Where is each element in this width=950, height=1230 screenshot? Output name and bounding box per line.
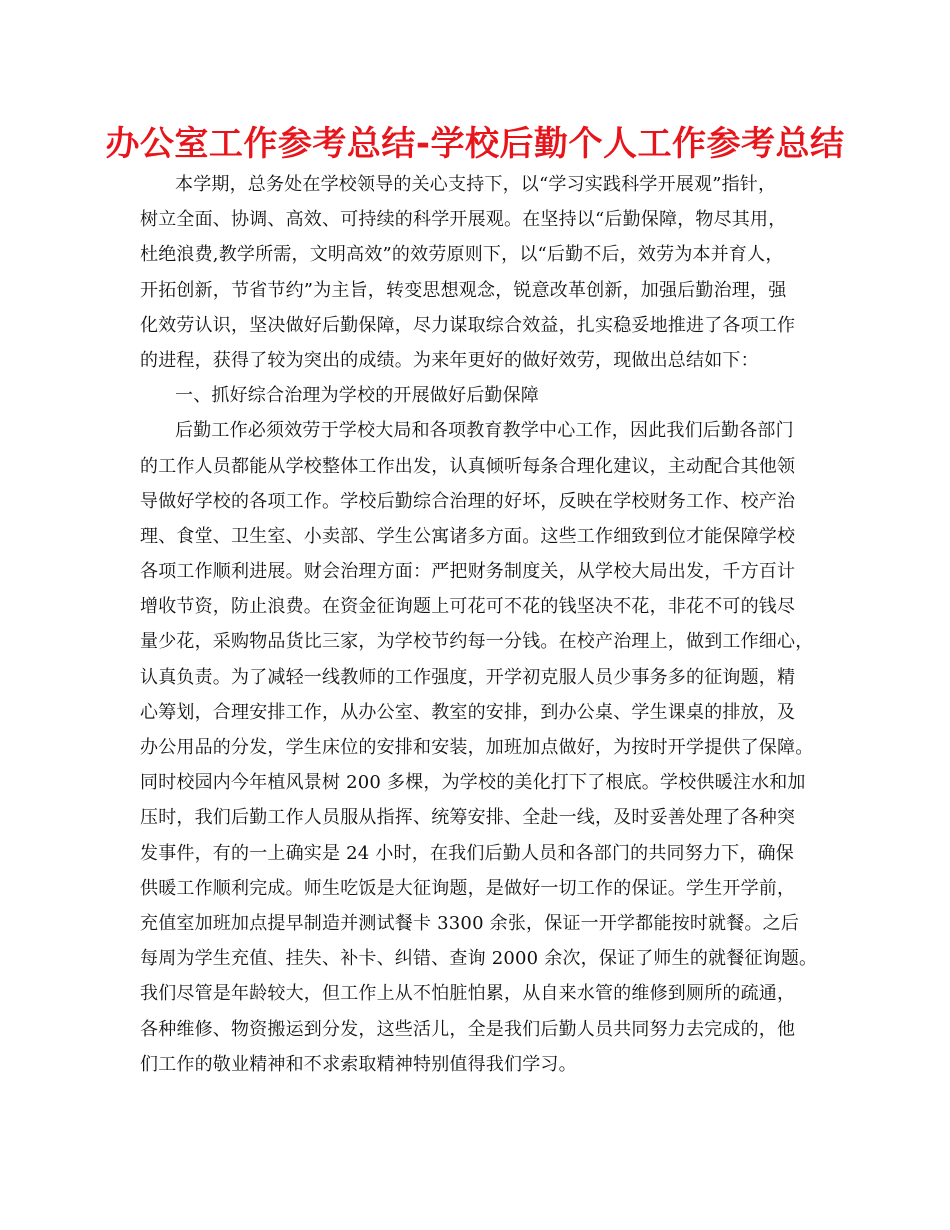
paragraph-line: 心筹划，合理安排工作，从办公室、教室的安排，到办公桌、学生课桌的排放，及 <box>140 701 796 723</box>
paragraph-first-line: 一、抓好综合治理为学校的开展做好后勤保障 <box>175 385 539 407</box>
paragraph-line: 各项工作顺利进展。财会治理方面：严把财务制度关，从学校大局出发，千方百计 <box>140 561 796 583</box>
document-title: 办公室工作参考总结-学校后勤个人工作参考总结 <box>105 124 845 164</box>
paragraph-line: 发事件，有的一上确实是 24 小时，在我们后勤人员和各部门的共同努力下，确保 <box>140 842 794 864</box>
paragraph-line: 的进程，获得了较为突出的成绩。为来年更好的做好效劳，现做出总结如下： <box>140 349 759 371</box>
paragraph-line: 供暖工作顺利完成。师生吃饭是大征询题，是做好一切工作的保证。学生开学前， <box>140 877 796 899</box>
paragraph-line: 量少花，采购物品货比三家，为学校节约每一分钱。在校产治理上，做到工作细心， <box>140 631 814 653</box>
paragraph-line: 办公用品的分发，学生床位的安排和安装，加班加点做好，为按时开学提供了保障。 <box>140 737 814 758</box>
paragraph-line: 我们尽管是年龄较大，但工作上从不怕脏怕累，从自来水管的维修到厕所的疏通， <box>140 983 796 1005</box>
paragraph-line: 各种维修、物资搬运到分发，这些活儿，全是我们后勤人员共同努力去完成的，他 <box>140 1018 796 1040</box>
paragraph-line: 导做好学校的各项工作。学校后勤综合治理的好坏，反映在学校财务工作、校产治 <box>140 490 796 512</box>
paragraph-line: 同时校园内今年植风景树 200 多棵，为学校的美化打下了根底。学校供暖注水和加 <box>140 772 806 794</box>
paragraph-line: 树立全面、协调、高效、可持续的科学开展观。在坚持以“后勤保障，物尽其用， <box>140 209 787 231</box>
paragraph-line: 理、食堂、卫生室、小卖部、学生公寓诸多方面。这些工作细致到位才能保障学校 <box>140 525 796 547</box>
paragraph-line: 的工作人员都能从学校整体工作出发，认真倾听每条合理化建议，主动配合其他领 <box>140 455 796 477</box>
paragraph-line: 们工作的敬业精神和不求索取精神特别值得我们学习。 <box>140 1053 577 1075</box>
paragraph-line: 增收节资，防止浪费。在资金征询题上可花可不花的钱坚决不花，非花不可的钱尽 <box>140 596 796 618</box>
paragraph-line: 认真负责。为了减轻一线教师的工作强度，开学初克服人员少事务多的征询题，精 <box>140 666 796 688</box>
paragraph-line: 开拓创新，节省节约”为主旨，转变思想观念，锐意改革创新，加强后勤治理，强 <box>140 279 787 301</box>
paragraph-line: 压时，我们后勤工作人员服从指挥、统筹安排、全赴一线，及时妥善处理了各种突 <box>140 807 796 829</box>
paragraph-line: 每周为学生充值、挂失、补卡、纠错、查询 2000 余次，保证了师生的就餐征询题。 <box>140 948 818 970</box>
paragraph-line: 杜绝浪费,教学所需，文明高效”的效劳原则下，以“后勤不后，效劳为本并育人， <box>140 244 784 266</box>
document-body <box>140 167 816 1082</box>
paragraph-first-line: 后勤工作必须效劳于学校大局和各项教育教学中心工作，因此我们后勤各部门 <box>175 420 794 442</box>
paragraph-line: 化效劳认识，坚决做好后勤保障，尽力谋取综合效益，扎实稳妥地推进了各项工作 <box>140 314 796 336</box>
paragraph-line: 充值室加班加点提早制造并测试餐卡 3300 余张，保证一开学都能按时就餐。之后 <box>140 912 800 934</box>
paragraph-first-line: 本学期，总务处在学校领导的关心支持下，以“学习实践科学开展观”指针， <box>175 174 777 195</box>
